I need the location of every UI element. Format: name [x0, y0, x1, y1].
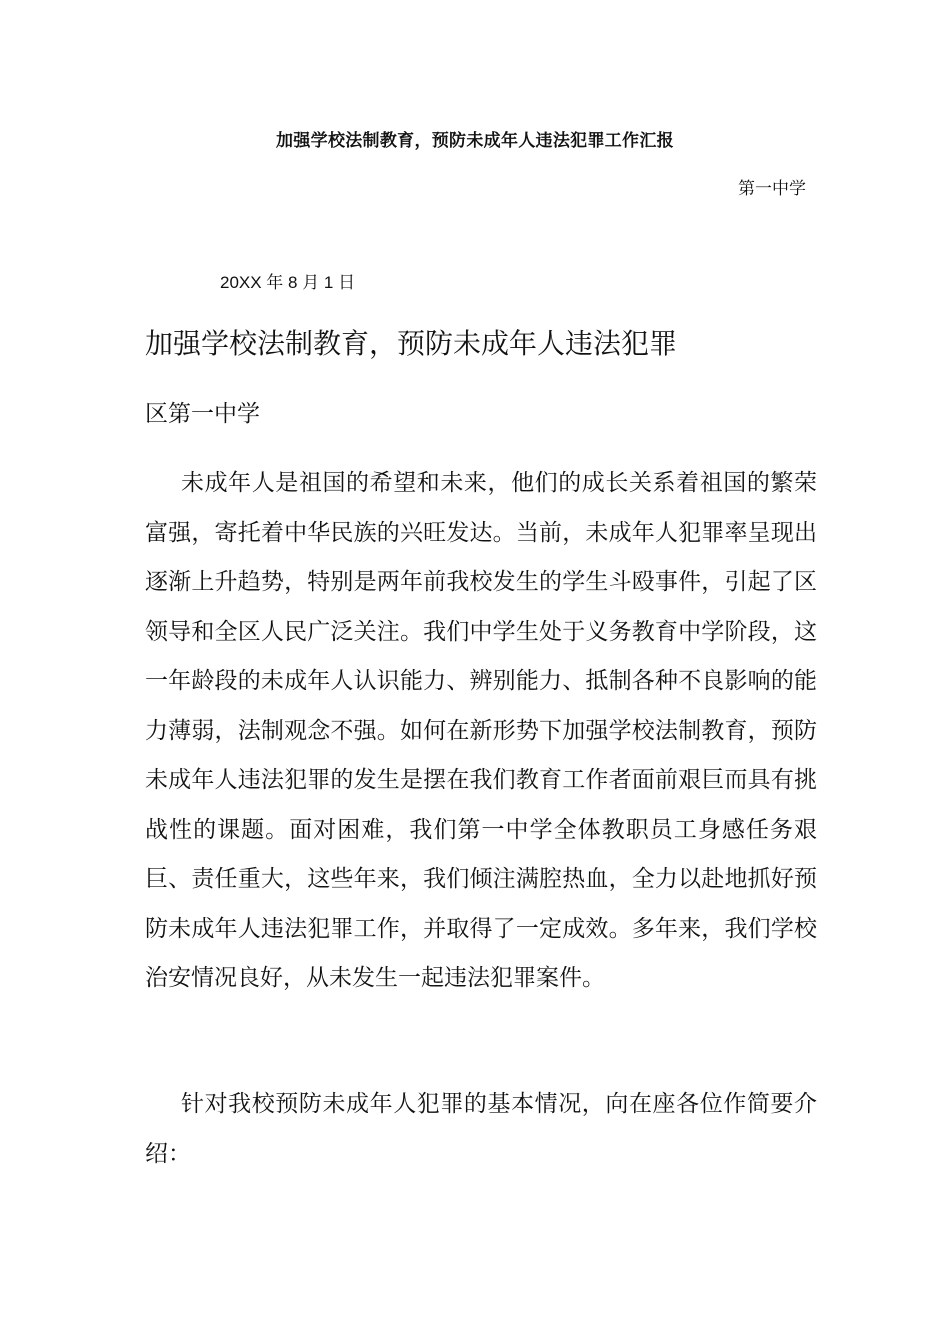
sub-organization: 区第一中学 [145, 401, 260, 427]
document-date: 20XX 年 8 月 1 日 [220, 273, 356, 292]
document-title: 加强学校法制教育，预防未成年人违法犯罪工作汇报 [276, 131, 674, 151]
body-paragraph: 针对我校预防未成年人犯罪的基本情况，向在座各位作简要介绍： [145, 1091, 817, 1167]
organization-name: 第一中学 [738, 179, 806, 199]
main-heading: 加强学校法制教育，预防未成年人违法犯罪 [145, 327, 678, 360]
body-paragraph: 未成年人是祖国的希望和未来，他们的成长关系着祖国的繁荣富强，寄托着中华民族的兴旺发达。当前，未成年人犯罪率呈现出逐渐上升趋势，特别是两年前我校发生的学生斗殴事件，引起了区领导和全区人民广泛关注。我们中学生处于义务教育中学阶段，这一年龄段的未成年人认识能力、辨别能力、抵制各种不良影响的能力薄弱，法制观念不强。如何在新形势下加强学校法制教育，预防未成年人违法犯罪的发生是摆在我们教育工作者面前艰巨而具有挑战性的课题。面对困难，我们第一中学全体教职员工身感任务艰巨、责任重大，这些年来，我们倾注满腔热血，全力以赴地抓好预防未成年人违法犯罪工作，并取得了一定成效。多年来，我们学校治安情况良好，从未发生一起违法犯罪案件。 [145, 470, 817, 991]
